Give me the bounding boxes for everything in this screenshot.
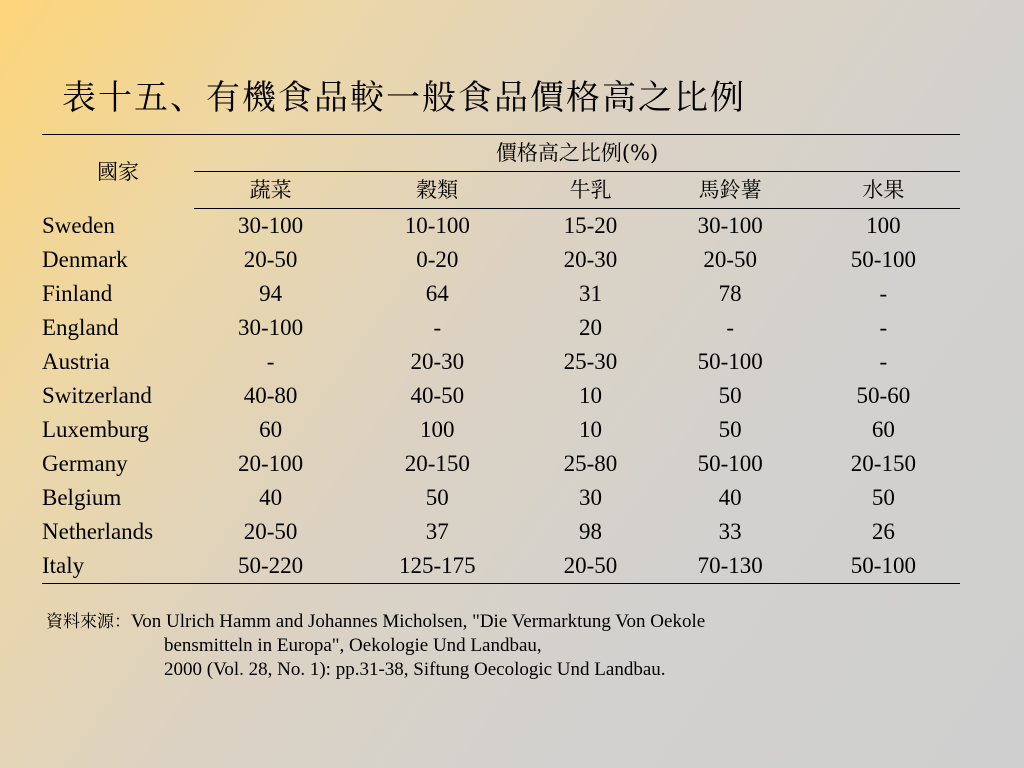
value-cell: 0-20 [416,247,459,272]
country-cell: Belgium [42,485,122,510]
value-cell: 50 [871,485,895,510]
value-cell: - [266,349,275,374]
value-cell: 20-100 [238,451,304,476]
table-body [42,209,960,584]
table-row [42,515,960,549]
value-cell: 100 [420,417,455,442]
source-line-2: bensmitteln in Europa", Oekologie Und Landbau, [164,635,542,656]
value-cell: 100 [866,213,901,238]
value-cell: 20-30 [563,247,618,272]
column-header-grains: 穀類 [347,172,527,209]
slide-title: 表十五、有機食品較一般食品價格高之比例 [62,78,746,118]
value-cell: 10-100 [404,213,470,238]
value-cell: 30 [578,485,602,510]
value-cell: 98 [578,519,602,544]
table-row [42,311,960,345]
table-row [42,209,960,244]
value-cell: 94 [259,281,283,306]
value-cell: 50-60 [856,383,911,408]
value-cell: 50 [425,485,449,510]
value-cell: 20-150 [850,451,916,476]
table-row [42,277,960,311]
value-cell: 20-50 [527,549,653,584]
price-table [42,134,960,584]
value-cell: 10 [578,383,602,408]
source-citation [46,610,986,682]
table-row [42,481,960,515]
value-cell: 40-50 [410,383,465,408]
value-cell: 50 [718,383,742,408]
value-cell: - [879,349,888,374]
table-row [42,345,960,379]
country-cell: Italy [42,549,194,584]
value-cell: 20-50 [703,247,757,272]
value-cell: - [879,281,888,306]
source-line-1: Von Ulrich Hamm and Johannes Micholsen, "Die Vermarktung Von Oekole [131,611,706,632]
table-row [42,549,960,584]
table-row [42,243,960,277]
value-cell: 20-50 [243,519,298,544]
value-cell: 40 [259,485,283,510]
column-header-fruit: 水果 [807,172,960,209]
country-cell: Germany [42,451,128,476]
country-cell: Switzerland [42,383,152,408]
value-cell: 30-100 [238,315,304,340]
price-ratio-group-header: 價格高之比例(%) [194,135,960,172]
country-cell: Luxemburg [42,417,149,442]
value-cell: 70-130 [654,549,807,584]
value-cell: - [879,315,888,340]
table-row [42,379,960,413]
value-cell: 33 [718,519,742,544]
value-cell: 64 [425,281,449,306]
value-cell: 50-220 [194,549,347,584]
source-label: 資料來源： [46,612,131,632]
value-cell: 50 [718,417,742,442]
value-cell: 40-80 [243,383,298,408]
value-cell: 50-100 [697,451,763,476]
column-header-milk: 牛乳 [527,172,653,209]
value-cell: 26 [871,519,895,544]
value-cell: 10 [578,417,602,442]
value-cell: 60 [259,417,283,442]
value-cell: 31 [578,281,602,306]
table-row [42,413,960,447]
value-cell: 37 [425,519,449,544]
value-cell: 60 [871,417,895,442]
value-cell: 40 [718,485,742,510]
value-cell: 20 [578,315,602,340]
value-cell: 78 [718,281,742,306]
column-header-vegetables: 蔬菜 [194,172,347,209]
value-cell: 50-100 [807,549,960,584]
country-column-header: 國家 [42,135,194,209]
value-cell: - [726,315,734,340]
value-cell: 15-20 [563,213,618,238]
source-line-3: 2000 (Vol. 28, No. 1): pp.31-38, Siftung Oecologic Und Landbau. [164,659,666,680]
value-cell: 25-80 [563,451,618,476]
value-cell: 20-30 [410,349,465,374]
value-cell: 125-175 [347,549,527,584]
value-cell: 30-100 [697,213,763,238]
value-cell: 20-50 [243,247,298,272]
country-cell: Sweden [42,212,115,238]
value-cell: 25-30 [563,349,618,374]
country-cell: Austria [42,349,110,374]
country-cell: England [42,315,119,340]
value-cell: 50-100 [850,247,916,272]
table-row [42,447,960,481]
value-cell: 30-100 [238,213,304,238]
column-header-potato: 馬鈴薯 [654,172,807,209]
country-cell: Denmark [42,247,128,272]
country-cell: Finland [42,281,113,306]
value-cell: 50-100 [697,349,763,374]
value-cell: - [433,315,442,340]
country-cell: Netherlands [42,519,154,544]
value-cell: 20-150 [404,451,470,476]
